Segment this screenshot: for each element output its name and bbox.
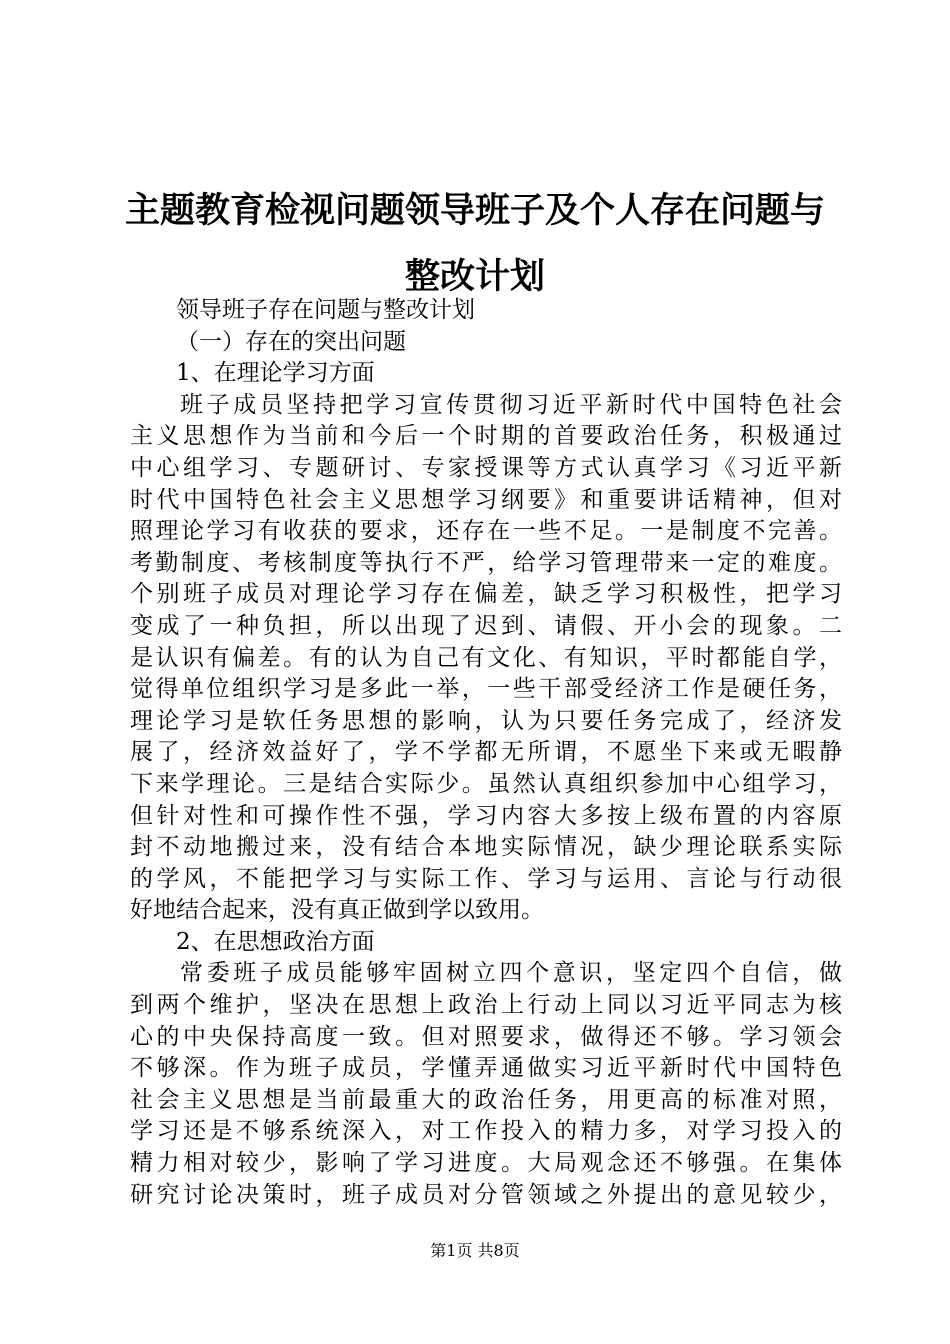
paragraph-line: 是认识有偏差。有的认为自己有文化、有知识，平时都能自学， [130,644,842,671]
paragraph-line: 考勤制度、考核制度等执行不严，给学习管理带来一定的难度。 [130,549,842,576]
paragraph-line: 精力相对较少，影响了学习进度。大局观念还不够强。在集体 [130,1150,842,1177]
section-heading: 领导班子存在问题与整改计划 [176,297,475,323]
title-line: 主题教育检视问题领导班子及个人存在问题与 [124,190,825,231]
page-footer: 第1页 共8页 [430,1241,520,1260]
paragraph-line: 时代中国特色社会主义思想学习纲要》和重要讲话精神，但对 [130,486,842,513]
paragraph-line: 中心组学习、专题研讨、专家授课等方式认真学习《习近平新 [130,454,842,481]
paragraph-line: 不够深。作为班子成员，学懂弄通做实习近平新时代中国特色 [130,1055,842,1082]
paragraph-line: 班子成员坚持把学习宣传贯彻习近平新时代中国特色社会 [180,391,842,418]
paragraph-line: 觉得单位组织学习是多此一举，一些干部受经济工作是硬任务， [130,676,842,703]
paragraph-line: 变成了一种负担，所以出现了迟到、请假、开小会的现象。二 [130,612,842,639]
paragraph-line: 心的中央保持高度一致。但对照要求，做得还不够。学习领会 [130,1023,842,1050]
paragraph-line: 学习还是不够系统深入，对工作投入的精力多，对学习投入的 [130,1118,842,1145]
paragraph-line: 理论学习是软任务思想的影响，认为只要任务完成了，经济发 [130,707,842,734]
document-title [100,178,850,310]
paragraph-line: 封不动地搬过来，没有结合本地实际情况，缺少理论联系实际 [130,834,842,861]
paragraph-line: 但针对性和可操作性不强，学习内容大多按上级布置的内容原 [130,802,842,829]
title-line: 整改计划 [404,256,545,297]
paragraph-line: 好地结合起来，没有真正做到学以致用。 [130,897,544,924]
paragraph-line: 主义思想作为当前和今后一个时期的首要政治任务，积极通过 [130,423,842,450]
paragraph-line: 的学风，不能把学习与实际工作、学习与运用、言论与行动很 [130,865,842,892]
paragraph-line: 展了，经济效益好了，学不学都无所谓，不愿坐下来或无暇静 [130,739,842,766]
paragraph-line: 照理论学习有收获的要求，还存在一些不足。一是制度不完善。 [130,518,842,545]
paragraph-line: 到两个维护，坚决在思想上政治上行动上同以习近平同志为核 [130,992,842,1019]
paragraph-line: 下来学理论。三是结合实际少。虽然认真组织参加中心组学习， [130,770,842,797]
section-heading: 1、在理论学习方面 [176,360,375,387]
section-heading: 2、在思想政治方面 [176,928,375,955]
section-heading: （一）存在的突出问题 [176,328,406,355]
paragraph-line: 社会主义思想是当前最重大的政治任务，用更高的标准对照， [130,1086,842,1113]
paragraph-line: 常委班子成员能够牢固树立四个意识，坚定四个自信，做 [180,960,842,987]
paragraph-line: 研究讨论决策时，班子成员对分管领域之外提出的意见较少， [130,1181,842,1208]
document-body [130,295,842,1211]
paragraph-line: 个别班子成员对理论学习存在偏差，缺乏学习积极性，把学习 [130,581,842,608]
